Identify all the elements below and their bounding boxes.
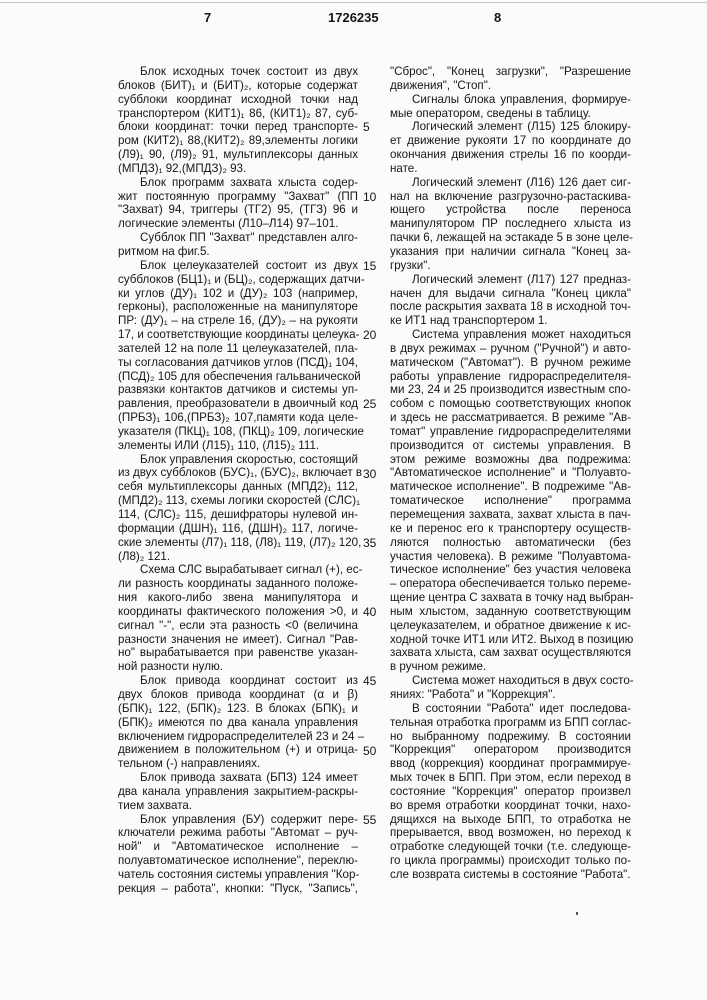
text-line: формации (ДШН)₁ 116, (ДШН)₂ 117, логиче- — [118, 522, 358, 536]
text-line: тием захвата. — [118, 799, 358, 813]
text-line: В состоянии "Работа" идет последова- — [390, 702, 631, 716]
text-line: нал на включение разгрузочно-растаскива- — [390, 190, 631, 204]
text-line: Система может находиться в двух состо- — [390, 674, 631, 688]
text-line: себя мультиплексоры данных (МПД2)₁ 112, — [118, 480, 358, 494]
text-line: состояние "Коррекция" оператор произвел — [390, 785, 631, 799]
text-line: ввод (коррекция) координат программируе- — [390, 757, 631, 771]
patent-number: 1726235 — [328, 10, 379, 25]
text-line: движения", "Стоп". — [390, 79, 631, 93]
text-line: в двух режимах – ручном ("Ручной") и авто- — [390, 342, 631, 356]
text-line: окончания движения стрелы 16 по коорди- — [390, 148, 631, 162]
text-line: нате. — [390, 162, 631, 176]
text-line: перемещения захвата, захват хлыста в пач- — [390, 508, 631, 522]
paragraph — [390, 702, 631, 882]
paragraph — [118, 453, 358, 564]
text-line: "Автоматическое исполнение" и "Полуавто- — [390, 466, 631, 480]
line-number-marker: 30 — [363, 467, 376, 481]
text-line: во время отработки координат точки, нахо- — [390, 799, 631, 813]
text-line: логические элементы (Л10–Л14) 97–101. — [118, 217, 358, 231]
paragraph — [390, 176, 631, 273]
paragraph — [390, 674, 631, 702]
text-line: тическое исполнение" без участия человека — [390, 563, 631, 577]
line-number-marker: 5 — [363, 120, 370, 134]
paragraph — [390, 120, 631, 175]
text-line: и здесь не рассматривается. В режиме "Ав- — [390, 411, 631, 425]
text-line: Субблок ПП "Захват" представлен алго- — [118, 231, 358, 245]
text-line: 17, и соответствующие координаты целеука- — [118, 328, 358, 342]
line-number-marker: 55 — [363, 813, 376, 827]
paragraph — [118, 176, 358, 231]
text-line: ходной точке ИТ1 или ИТ2. Выход в позицию — [390, 633, 631, 647]
text-line: (БПК)₁ 122, (БПК)₂ 123. В блоках (БПК)₁ и — [118, 702, 358, 716]
text-line: ром (КИТ2)₁ 88,(КИТ2)₂ 89,элементы логики — [118, 134, 358, 148]
text-line: зателей 12 на поле 11 целеуказателей, пла- — [118, 342, 358, 356]
text-line: матическом ("Автомат"). В ручном режиме — [390, 356, 631, 370]
text-line: дящихся на выходе БПП, то отработка не — [390, 813, 631, 827]
text-line: пачки 6, лежащей на эстакаде 5 в зоне целе- — [390, 231, 631, 245]
text-line: ми 23, 24 и 25 производится известным спо- — [390, 383, 631, 397]
text-line: целеуказателем, и обратное движение к ис- — [390, 619, 631, 633]
paragraph — [390, 65, 631, 93]
text-line: (БПК)₂ имеются по два канала управления — [118, 716, 358, 730]
text-line: тельная отработка программ из БПП соглас- — [390, 716, 631, 730]
text-line: яниях: "Работа" и "Коррекция". — [390, 688, 631, 702]
page-number-left: 7 — [204, 10, 211, 25]
text-line: включением гидрораспределителей 23 и 24 – — [118, 730, 358, 744]
text-line: ной разности нулю. — [118, 660, 358, 674]
text-line: "Захват) 94, триггеры (ТГ2) 95, (ТГЗ) 96 и — [118, 203, 358, 217]
right-column — [390, 65, 631, 882]
text-line: ки углов (ДУ)₁ 102 и (ДУ)₂ 103 (например, — [118, 287, 358, 301]
text-line: блоки координат: точки перед транспорте- — [118, 120, 358, 134]
scan-speck — [576, 912, 578, 915]
text-line: из двух субблоков (БУС)₁, (БУС)₂, включает в — [118, 466, 358, 480]
paragraph — [118, 259, 358, 453]
text-line: два канала управления закрытием-раскры- — [118, 785, 358, 799]
text-line: равления, преобразователи в двоичный код — [118, 397, 358, 411]
text-line: элементы ИЛИ (Л15)₁ 110, (Л15)₂ 111. — [118, 439, 358, 453]
text-line: "Сброс", "Конец загрузки", "Разрешение — [390, 65, 631, 79]
text-line: но выбранному подрежиму. В состоянии — [390, 730, 631, 744]
text-line: но" вырабатывается при равенстве указан- — [118, 646, 358, 660]
text-line: (ПСД)₂ 105 для обеспечения гальванической — [118, 370, 358, 384]
text-line: разности значения не имеет). Сигнал "Рав- — [118, 633, 358, 647]
text-line: в ручном режиме. — [390, 660, 631, 674]
text-line: – оператора обеспечивается только переме- — [390, 577, 631, 591]
text-line: ным хлыстом, заданную соответствующим — [390, 605, 631, 619]
text-line: ет движение рукояти 17 по координате до — [390, 134, 631, 148]
paragraph — [390, 328, 631, 674]
text-line: (Л9)₁ 90, (Л9)₂ 91, мультиплексоры данных — [118, 148, 358, 162]
line-number-marker: 35 — [363, 536, 376, 550]
text-line: ские элементы (Л7)₁ 118, (Л8)₁ 119, (Л7)₂ 120, — [118, 536, 358, 550]
text-line: ли разность координаты заданного положе- — [118, 577, 358, 591]
text-line: ке ИТ1 над транспортером 1. — [390, 314, 631, 328]
text-line: матическое исполнение". В подрежиме "Ав- — [390, 480, 631, 494]
text-line: собом с помощью соответствующих кнопок — [390, 397, 631, 411]
text-line: прерывается, ввод возможен, но переход к — [390, 826, 631, 840]
text-line: Блок управления скоростью, состоящий — [118, 453, 358, 467]
text-line: мых точек в БПП. При этом, если переход в — [390, 771, 631, 785]
text-line: (МПДЗ)₁ 92,(МПДЗ)₂ 93. — [118, 162, 358, 176]
text-line: Сигналы блока управления, формируе- — [390, 93, 631, 107]
text-line: субблоков (БЦ1)₁ и (БЦ)₂, содержащих датчи- — [118, 273, 358, 287]
text-line: Блок программ захвата хлыста содер- — [118, 176, 358, 190]
text-line: развязки контактов датчиков и системы уп- — [118, 383, 358, 397]
line-number-marker: 15 — [363, 259, 376, 273]
text-line: тельном (-) направлениях. — [118, 757, 358, 771]
text-line: ке и перенос его к транспортеру осуществ- — [390, 522, 631, 536]
text-line: указания при наличии сигнала "Конец за- — [390, 245, 631, 259]
line-number-marker: 40 — [363, 605, 376, 619]
line-number-marker: 20 — [363, 328, 376, 342]
text-line: начен для выдачи сигнала "Конец цикла" — [390, 287, 631, 301]
text-line: отработке следующей точки (т.е. следующе- — [390, 840, 631, 854]
text-line: рекция – работа", кнопки: "Пуск, "Запись", — [118, 882, 358, 896]
text-line: Схема СЛС вырабатывает сигнал (+), ес- — [118, 563, 358, 577]
text-line: полуавтоматическое исполнение", переклю- — [118, 854, 358, 868]
text-line: жит постоянную программу "Захват" (ПП — [118, 190, 358, 204]
text-line: движением в положительном (+) и отрица- — [118, 743, 358, 757]
text-line: (МПД2)₂ 113, схемы логики скоростей (СЛС)₁ — [118, 494, 358, 508]
text-line: манипулятором ПР последнего хлыста из — [390, 217, 631, 231]
text-line: 114, (СЛС)₂ 115, дешифраторы нулевой ин- — [118, 508, 358, 522]
scan-top-edge — [0, 2, 707, 3]
text-line: ющего устройства после переноса — [390, 203, 631, 217]
line-number-marker: 25 — [363, 397, 376, 411]
text-line: го цикла программы) происходит только по- — [390, 854, 631, 868]
text-line: двух блоков привода координат (α и β) — [118, 688, 358, 702]
paragraph — [118, 231, 358, 259]
text-line: захвата хлыста, сам захват осуществляются — [390, 646, 631, 660]
paragraph — [118, 674, 358, 771]
text-line: Логический элемент (Л15) 125 блокиру- — [390, 120, 631, 134]
text-line: Блок привода захвата (БПЗ) 124 имеет — [118, 771, 358, 785]
text-line: "Коррекция" оператором производится — [390, 743, 631, 757]
text-line: Блок целеуказателей состоит из двух — [118, 259, 358, 273]
text-line: Логический элемент (Л17) 127 предназ- — [390, 273, 631, 287]
text-line: герконы), расположенные на манипуляторе — [118, 300, 358, 314]
text-line: ритмом на фиг.5. — [118, 245, 358, 259]
text-line: Блок привода координат состоит из — [118, 674, 358, 688]
text-line: мые оператором, сведены в таблицу. — [390, 107, 631, 121]
text-line: ной" и "Автоматическое исполнение – — [118, 840, 358, 854]
text-line: ПР: (ДУ)₁ – на стреле 16, (ДУ)₂ – на рукояти — [118, 314, 358, 328]
text-line: координаты фактического положения >0, и — [118, 605, 358, 619]
text-line: (Л8)₂ 121. — [118, 550, 358, 564]
text-line: ляются полностью автоматически (без — [390, 536, 631, 550]
text-line: сле возврата системы в состояние "Работа". — [390, 868, 631, 882]
line-number-marker: 45 — [363, 674, 376, 688]
text-line: участия человека). В режиме "Полуавтома- — [390, 550, 631, 564]
paragraph — [118, 813, 358, 896]
text-line: блоков (БИТ)₁ и (БИТ)₂, которые содержат — [118, 79, 358, 93]
text-line: грузки". — [390, 259, 631, 273]
text-line: производится от системы управления. В — [390, 439, 631, 453]
text-line: сигнал "-", если эта разность <0 (величина — [118, 619, 358, 633]
text-line: работы управление гидрораспределителя- — [390, 370, 631, 384]
paragraph — [390, 93, 631, 121]
text-line: щение центра С захвата в точку над выбран- — [390, 591, 631, 605]
text-line: после раскрытия захвата 18 в исходной точ- — [390, 300, 631, 314]
paragraph — [118, 563, 358, 674]
line-number-marker: 50 — [363, 744, 376, 758]
text-line: ты согласования датчиков углов (ПСД)₁ 104, — [118, 356, 358, 370]
text-line: Система управления может находиться — [390, 328, 631, 342]
text-line: Логический элемент (Л16) 126 дает сиг- — [390, 176, 631, 190]
paragraph — [118, 771, 358, 813]
text-line: этом режиме возможны два подрежима: — [390, 453, 631, 467]
paragraph — [118, 65, 358, 176]
text-line: томатическое исполнение" программа — [390, 494, 631, 508]
line-number-marker: 10 — [363, 190, 376, 204]
text-line: указателя (ПКЦ)₁ 108, (ПКЦ)₂ 109, логические — [118, 425, 358, 439]
text-line: транспортером (КИТ1)₁ 86, (КИТ1)₂ 87, суб- — [118, 107, 358, 121]
text-line: томат" управление гидрораспределителями — [390, 425, 631, 439]
paragraph — [390, 273, 631, 328]
page-number-right: 8 — [494, 10, 501, 25]
text-line: субблоки координат исходной точки над — [118, 93, 358, 107]
text-line: чатель состояния системы управления "Кор- — [118, 868, 358, 882]
text-line: ния какого-либо звена манипулятора и — [118, 591, 358, 605]
text-line: (ПРБЗ)₁ 106,(ПРБЗ)₂ 107,памяти кода целе- — [118, 411, 358, 425]
text-line: Блок управления (БУ) содержит пере- — [118, 813, 358, 827]
text-line: ключатели режима работы "Автомат – руч- — [118, 826, 358, 840]
left-column — [118, 65, 358, 896]
text-line: Блок исходных точек состоит из двух — [118, 65, 358, 79]
